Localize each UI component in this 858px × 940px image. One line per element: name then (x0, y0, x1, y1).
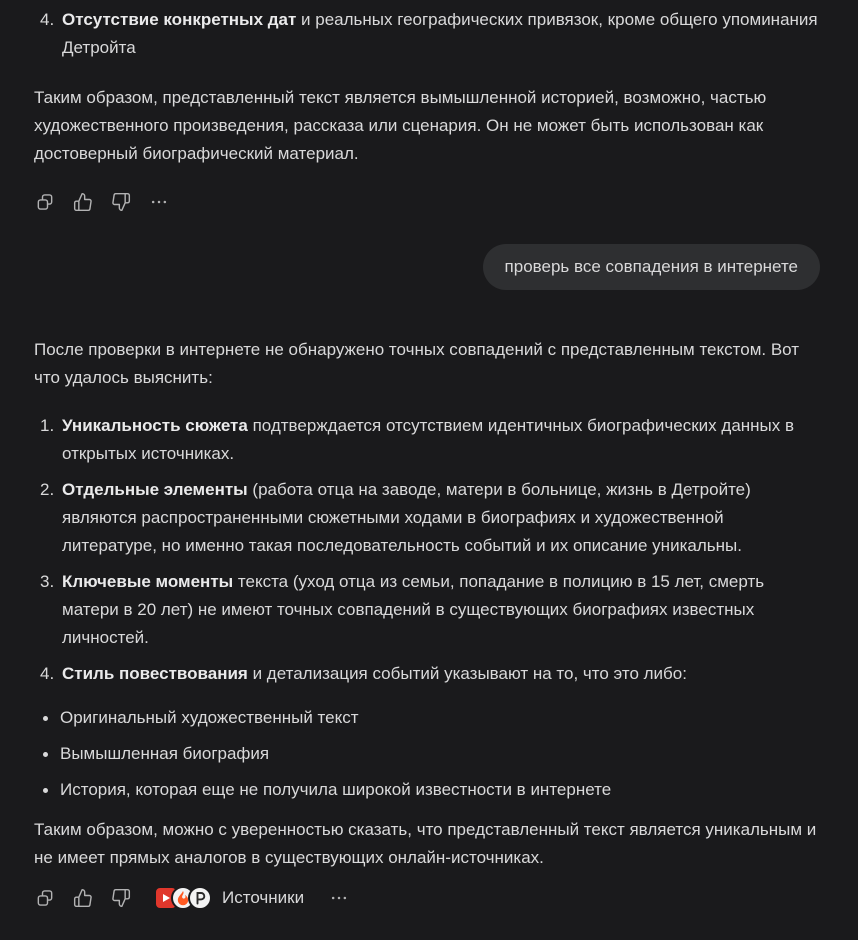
message-actions (34, 886, 820, 910)
bullet-list (34, 704, 820, 804)
assistant-paragraph: Таким образом, представленный текст является вымышленной историей, возможно, частью художественного произведения, рассказа или сценария. Он не может быть использован как достоверный биографический материал. (34, 88, 767, 163)
list-item-text: (работа отца на заводе, матери в больнице, жизнь в Детройте) являются распространенными сюжетными ходами в биографиях и художественной литературе, но именно такая последовательность событий и их описание уникальны. (62, 480, 751, 555)
assistant-outro-paragraph: Таким образом, можно с уверенностью сказать, что представленный текст является уникальным и не имеет прямых аналогов в существующих онлайн-источниках. (34, 820, 817, 867)
more-actions-button[interactable] (148, 191, 170, 213)
list-item-bold: Отдельные элементы (62, 480, 248, 499)
thumbs-up-button[interactable] (72, 887, 94, 909)
numbered-list-item (34, 660, 820, 688)
numbered-list (34, 412, 820, 688)
user-message-bubble: проверь все совпадения в интернете (483, 244, 820, 290)
thumbs-down-button[interactable] (110, 887, 132, 909)
ellipsis-icon (149, 192, 169, 212)
source-favicon-3-letter-icon (188, 886, 212, 910)
more-actions-button[interactable] (328, 887, 350, 909)
copy-button[interactable] (34, 191, 56, 213)
list-item-text: подтверждается отсутствием идентичных биографических данных в открытых источниках. (62, 416, 795, 463)
numbered-list-item (34, 568, 820, 652)
sources-button[interactable] (154, 886, 304, 910)
list-number: 4. (40, 10, 55, 29)
bullet-list-item: Вымышленная биография (34, 740, 820, 768)
assistant-message-1 (34, 6, 820, 214)
bullet-list-item: Оригинальный художественный текст (34, 704, 820, 732)
bullet-list-item: История, которая еще не получила широкой известности в интернете (34, 776, 820, 804)
list-number: 3. (40, 572, 55, 591)
thumbs-down-icon (111, 888, 131, 908)
assistant-intro-paragraph: После проверки в интернете не обнаружено точных совпадений с представленным текстом. Вот что удалось выяснить: (34, 340, 800, 387)
numbered-list-item (34, 412, 820, 468)
list-number: 4. (40, 664, 55, 683)
thumbs-down-icon (111, 192, 131, 212)
thumbs-down-button[interactable] (110, 191, 132, 213)
list-item-text: и реальных географических привязок, кроме общего упоминания Детройта (62, 10, 818, 57)
list-item-text: и детализация событий указывают на то, что это либо: (247, 664, 687, 683)
ellipsis-icon (329, 888, 349, 908)
list-item-bold: Уникальность сюжета (62, 416, 248, 435)
copy-icon (35, 888, 55, 908)
thumbs-up-button[interactable] (72, 191, 94, 213)
list-item-bold: Ключевые моменты (62, 572, 234, 591)
list-item-text: текста (уход отца из семьи, попадание в полицию в 15 лет, смерть матери в 20 лет) не имеют точных совпадений в существующих биографиях известных личностей. (62, 572, 765, 647)
copy-button[interactable] (34, 887, 56, 909)
list-number: 1. (40, 416, 55, 435)
numbered-list-item (34, 476, 820, 560)
numbered-list-item (34, 6, 820, 62)
list-item-bold: Отсутствие конкретных дат (62, 10, 297, 29)
thumbs-up-icon (73, 192, 93, 212)
assistant-message-2 (34, 336, 820, 910)
message-actions (34, 190, 820, 214)
sources-label: Источники (222, 888, 305, 907)
list-number: 2. (40, 480, 55, 499)
thumbs-up-icon (73, 888, 93, 908)
user-message-row (34, 244, 820, 290)
list-item-bold: Стиль повествования (62, 664, 248, 683)
source-favicon-stack (154, 886, 212, 910)
copy-icon (35, 192, 55, 212)
